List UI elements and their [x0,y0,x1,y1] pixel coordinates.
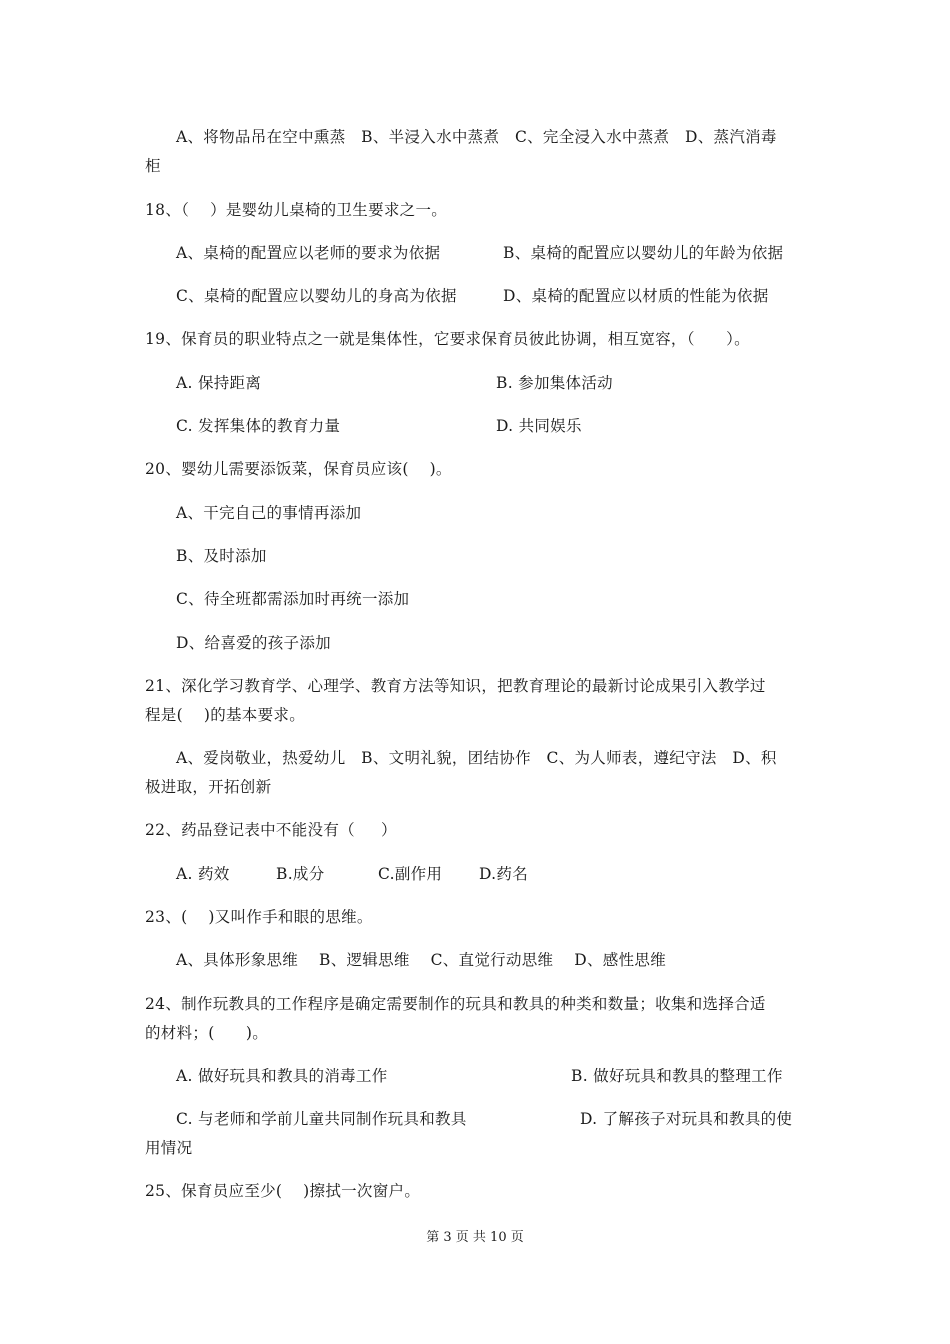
q18-question: 18、（ ）是婴幼儿桌椅的卫生要求之一。 [145,201,448,219]
q18-option-d: D、桌椅的配置应以材质的性能为依据 [503,287,769,305]
q20-option-a: A、干完自己的事情再添加 [176,504,362,522]
q19-option-c: C. 发挥集体的教育力量 [176,417,341,435]
q21-options-line1: A、爱岗敬业，热爱幼儿 B、文明礼貌，团结协作 C、为人师表，遵纪守法 D、积 [176,749,777,767]
q22-option-c: C.副作用 [378,865,443,883]
q22-option-d: D.药名 [479,865,529,883]
q25-question: 25、保育员应至少( )擦拭一次窗户。 [145,1182,421,1200]
q19-option-a: A. 保持距离 [176,374,262,392]
q22-option-a: A. 药效 [176,865,230,883]
q24-question-line2: 的材料；( )。 [145,1024,269,1042]
q24-question-line1: 24、制作玩教具的工作程序是确定需要制作的玩具和教具的种类和数量；收集和选择合适 [145,995,766,1013]
q20-question: 20、婴幼儿需要添饭菜，保育员应该( )。 [145,460,452,478]
q19-question: 19、保育员的职业特点之一就是集体性，它要求保育员彼此协调，相互宽容，（ ）。 [145,330,750,348]
page-footer: 第 3 页 共 10 页 [426,1230,524,1245]
q24-option-c: C. 与老师和学前儿童共同制作玩具和教具 [176,1110,467,1128]
q17-options-line2: 柜 [145,157,161,175]
q18-option-a: A、桌椅的配置应以老师的要求为依据 [176,244,441,262]
q22-question: 22、药品登记表中不能没有（ ） [145,821,397,839]
q18-option-b: B、桌椅的配置应以婴幼儿的年龄为依据 [503,244,784,262]
q23-options: A、具体形象思维 B、逻辑思维 C、直觉行动思维 D、感性思维 [176,951,666,969]
q19-option-b: B. 参加集体活动 [496,374,613,392]
q24-option-d: D. 了解孩子对玩具和教具的使 [580,1110,793,1128]
q17-options-line1: A、将物品吊在空中熏蒸 B、半浸入水中蒸煮 C、完全浸入水中蒸煮 D、蒸汽消毒 [176,128,777,146]
q20-option-b: B、及时添加 [176,547,267,565]
q24-option-d-continued: 用情况 [145,1139,193,1157]
q24-option-a: A. 做好玩具和教具的消毒工作 [176,1067,388,1085]
q23-question: 23、( )又叫作手和眼的思维。 [145,908,373,926]
q21-question-line2: 程是( )的基本要求。 [145,706,306,724]
q20-option-d: D、给喜爱的孩子添加 [176,634,331,652]
q18-option-c: C、桌椅的配置应以婴幼儿的身高为依据 [176,287,457,305]
q21-question-line1: 21、深化学习教育学、心理学、教育方法等知识，把教育理论的最新讨论成果引入教学过 [145,677,766,695]
q19-option-d: D. 共同娱乐 [496,417,582,435]
q22-option-b: B.成分 [276,865,325,883]
q20-option-c: C、待全班都需添加时再统一添加 [176,590,410,608]
q21-options-line2: 极进取，开拓创新 [145,778,272,796]
q24-option-b: B. 做好玩具和教具的整理工作 [571,1067,783,1085]
